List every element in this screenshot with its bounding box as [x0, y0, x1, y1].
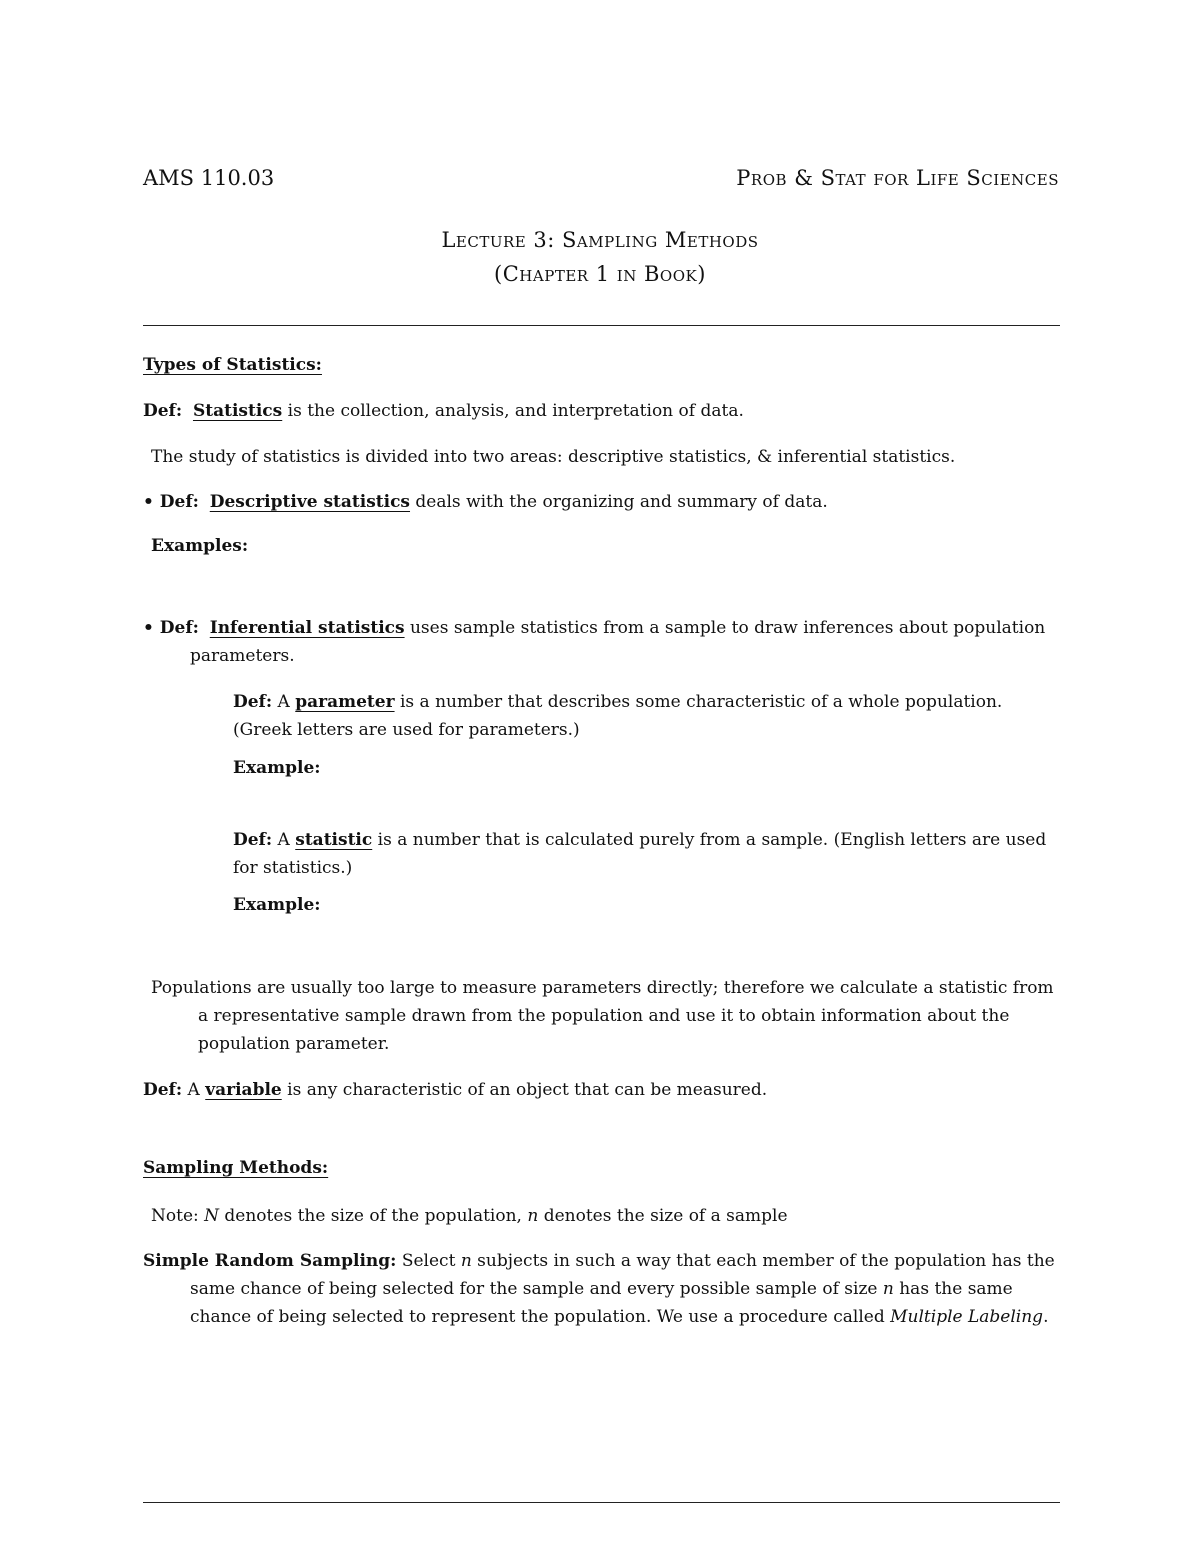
header-divider — [143, 325, 1060, 326]
def-statistics-text: is the collection, analysis, and interpretation of data. — [282, 401, 744, 421]
statistic-text: is a number that is calculated purely from a sample. (English letters are used for statistics.) — [233, 830, 1047, 878]
method-multiple-labeling: Multiple Labeling — [890, 1307, 1044, 1327]
inferential-text: uses sample statistics from a sample to draw inferences about population parameters. — [190, 618, 1046, 666]
populations-text: Populations are usually too large to measure parameters directly; therefore we calculate a statistic from a representative sample drawn from the population and use it to obtain information about the population parameter. — [151, 978, 1054, 1054]
symbol-n: n — [527, 1206, 539, 1226]
lecture-subtitle: (Chapter 1 in Book) — [494, 262, 706, 286]
def-label: Def: — [143, 1080, 183, 1100]
variable-text: is any characteristic of an object that can be measured. — [281, 1080, 768, 1100]
def-label: Def: — [143, 401, 183, 421]
term-statistics: Statistics — [192, 401, 283, 421]
lecture-title: Lecture 3: Sampling Methods — [441, 228, 759, 252]
bullet-def-label: • Def: — [143, 618, 199, 638]
course-code: AMS 110.03 — [143, 166, 275, 190]
bullet-def-label: • Def: — [143, 492, 199, 512]
parameter-text: is a number that describes some characteristic of a whole population. (Greek letters are used for parameters.) — [233, 692, 1003, 740]
term-parameter: parameter — [295, 692, 395, 712]
study-text: The study of statistics is divided into two areas: descriptive statistics, & inferential statistics. — [151, 447, 956, 467]
bullet-inferential — [143, 614, 1060, 670]
sampling-heading: Sampling Methods: — [143, 1158, 329, 1178]
simple-random-sampling: Simple Random Sampling: Select n subjects in such a way that each member of the population has the same chance of being selected for the sample and every possible sample of size n has the same chance of being selected to represent the population. We use a procedure called Multiple Labeling. — [143, 1251, 1055, 1327]
term-inferential-statistics: Inferential statistics — [209, 618, 405, 638]
parameter-example-label: Example: — [233, 758, 321, 778]
def-statistic: Def: A statistic is a number that is calculated purely from a sample. (English letters are used for statistics.) — [233, 830, 1047, 878]
course-title: Prob & Stat for Life Sciences — [736, 166, 1059, 190]
def-parameter: Def: A parameter is a number that describes some characteristic of a whole population. (Greek letters are used for parameters.) — [233, 692, 1003, 740]
examples-label: Examples: — [151, 536, 249, 556]
symbol-N: N — [204, 1206, 220, 1226]
symbol-n: n — [882, 1279, 894, 1299]
term-statistic: statistic — [295, 830, 373, 850]
term-variable: variable — [205, 1080, 282, 1100]
def-statistics — [143, 397, 1060, 425]
srs-label: Simple Random Sampling: — [143, 1251, 397, 1271]
def-variable: Def: A variable is any characteristic of an object that can be measured. — [143, 1080, 768, 1100]
bullet-descriptive — [143, 488, 1060, 516]
footer-divider — [143, 1502, 1060, 1503]
descriptive-text: deals with the organizing and summary of data. — [410, 492, 828, 512]
types-heading: Types of Statistics: — [143, 355, 322, 375]
statistic-example-label: Example: — [233, 895, 321, 915]
def-label: Def: — [233, 692, 273, 712]
sampling-note: Note: N denotes the size of the population, n denotes the size of a sample — [151, 1206, 788, 1226]
def-label: Def: — [233, 830, 273, 850]
term-descriptive-statistics: Descriptive statistics — [209, 492, 411, 512]
symbol-n: n — [460, 1251, 472, 1271]
